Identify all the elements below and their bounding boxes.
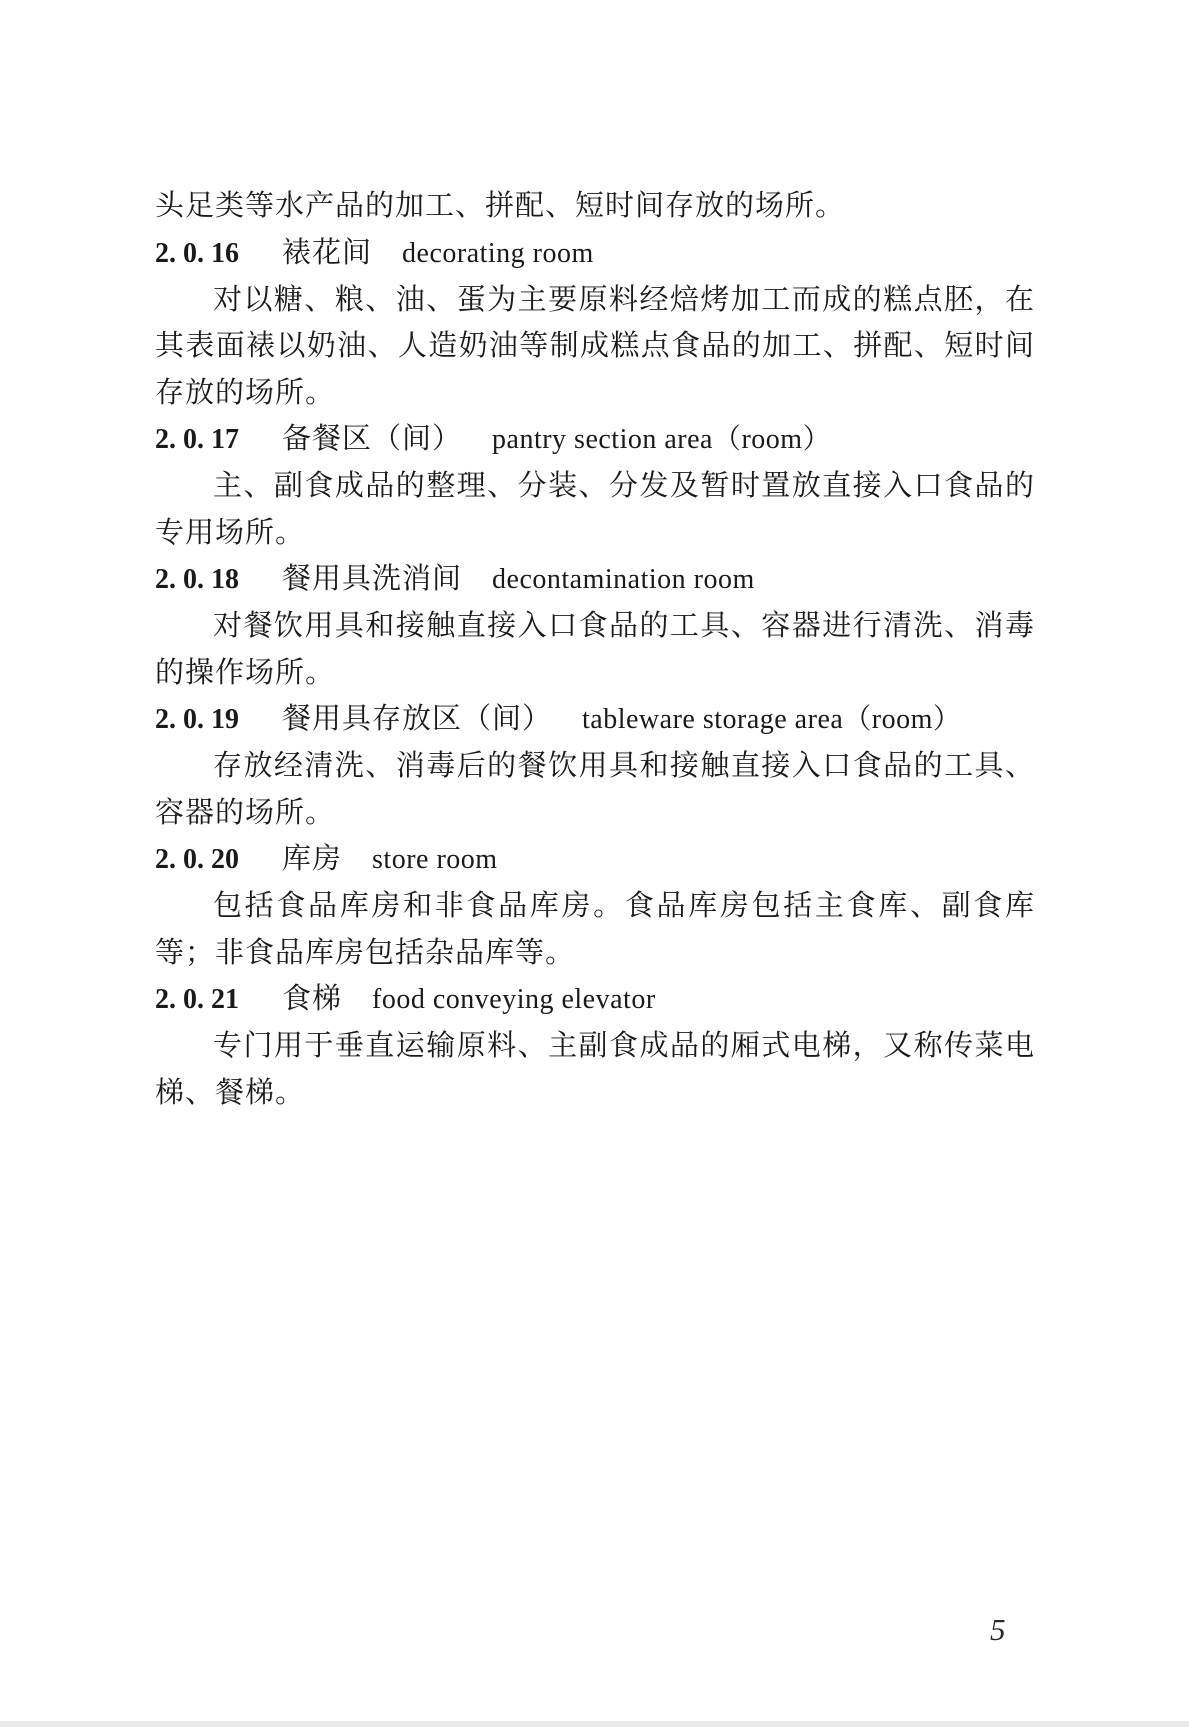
term-number: 2. 0. 21	[155, 984, 239, 1015]
term-definition: 对餐饮用具和接触直接入口食品的工具、容器进行清洗、消毒的操作场所。	[155, 608, 1035, 689]
page-bottom-edge	[0, 1721, 1189, 1727]
term-english: food conveying elevator	[372, 984, 656, 1015]
term-heading	[155, 229, 1035, 276]
term-definition: 包括食品库房和非食品库房。食品库房包括主食库、副食库等；非食品库房包括杂品库等。	[155, 888, 1035, 969]
term-chinese: 餐用具存放区（间）	[282, 701, 553, 735]
term-english: pantry section area（room）	[492, 424, 832, 455]
term-number: 2. 0. 18	[155, 564, 239, 595]
term-heading	[155, 835, 1035, 882]
page-number: 5	[990, 1612, 1006, 1647]
term-definition: 主、副食成品的整理、分装、分发及暂时置放直接入口食品的专用场所。	[155, 468, 1035, 549]
term-english: decontamination room	[492, 564, 755, 595]
term-heading	[155, 975, 1035, 1022]
term-definition: 存放经清洗、消毒后的餐饮用具和接触直接入口食品的工具、容器的场所。	[155, 748, 1035, 829]
term-english: decorating room	[402, 237, 594, 269]
term-english: store room	[372, 844, 498, 875]
term-number: 2. 0. 16	[155, 237, 239, 269]
term-chinese: 备餐区（间）	[282, 421, 463, 455]
page-content	[155, 182, 1035, 1115]
term-number: 2. 0. 19	[155, 704, 239, 735]
term-definition: 专门用于垂直运输原料、主副食成品的厢式电梯，又称传菜电梯、餐梯。	[155, 1028, 1035, 1109]
term-chinese: 裱花间	[282, 234, 373, 269]
term-heading	[155, 695, 1035, 742]
term-heading	[155, 415, 1035, 462]
term-chinese: 库房	[282, 841, 343, 875]
term-definition: 对以糖、粮、油、蛋为主要原料经焙烤加工而成的糕点胚，在其表面裱以奶油、人造奶油等制成糕点食品的加工、拼配、短时间存放的场所。	[155, 281, 1035, 409]
intro-text: 头足类等水产品的加工、拼配、短时间存放的场所。	[155, 188, 846, 222]
term-chinese: 餐用具洗消间	[282, 561, 463, 595]
term-number: 2. 0. 20	[155, 844, 239, 875]
term-chinese: 食梯	[282, 981, 343, 1015]
term-english: tableware storage area（room）	[582, 704, 962, 735]
term-number: 2. 0. 17	[155, 424, 239, 455]
term-heading	[155, 555, 1035, 602]
